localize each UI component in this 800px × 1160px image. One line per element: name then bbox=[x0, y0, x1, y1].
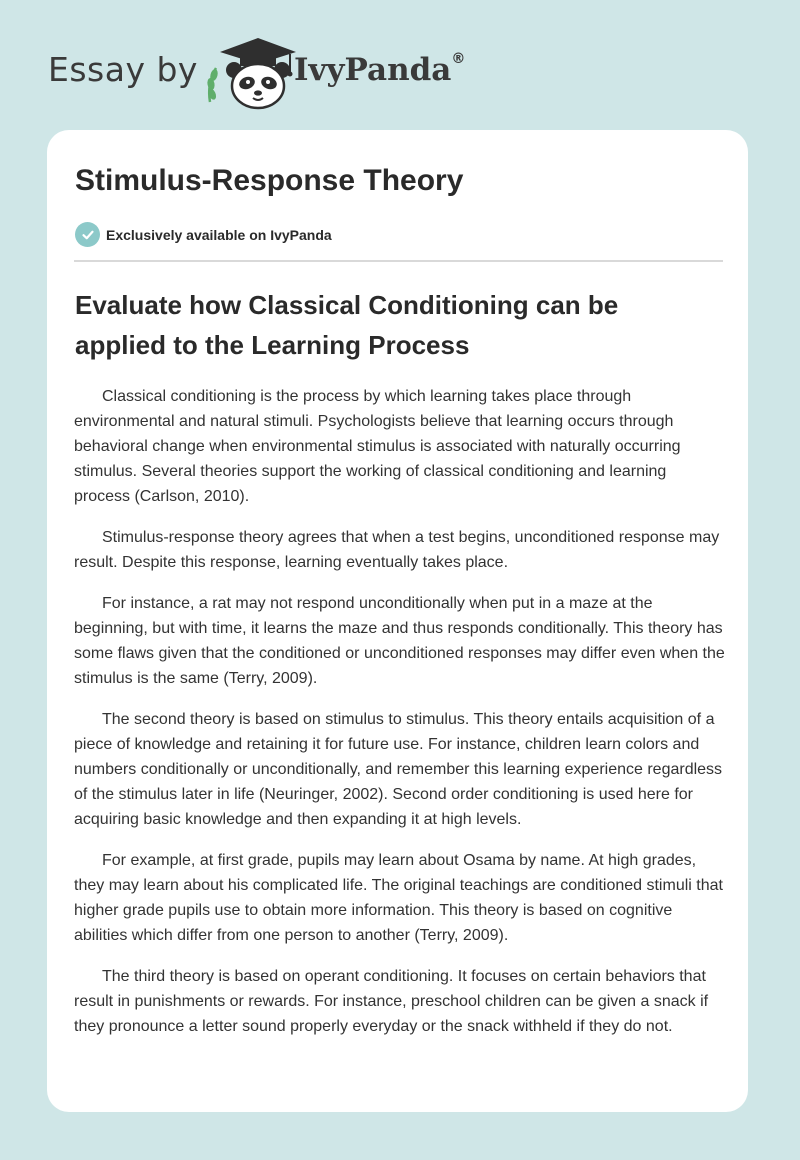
exclusive-badge bbox=[75, 222, 332, 247]
paragraph: The third theory is based on operant conditioning. It focuses on certain behaviors that result in punishments or rewards. For instance, preschool children can be given a snack if they pronounce a letter sound properly everyday or the snack withheld if they do not. bbox=[74, 968, 709, 1035]
essay-card bbox=[47, 130, 748, 1112]
paragraph: For example, at first grade, pupils may learn about Osama by name. At high grades, they may learn about his complicated life. The original teachings are conditioned stimuli that higher grade pupils use to obtain more information. This theory is based on cognitive abilities which differ from one person to another (Terry, 2009). bbox=[74, 852, 723, 944]
divider bbox=[74, 260, 723, 262]
brand-prefix: Essay by bbox=[48, 50, 198, 89]
paragraph: Stimulus-response theory agrees that when a test begins, unconditioned response may result. Despite this response, learning eventually takes place. bbox=[74, 529, 720, 571]
paragraph: For instance, a rat may not respond unconditionally when put in a maze at the beginning, but with time, it learns the maze and thus responds conditionally. This theory has some flaws given that the conditioned or unconditioned responses may differ even when the stimulus is the same (Terry, 2009). bbox=[74, 595, 725, 687]
check-icon bbox=[75, 222, 100, 247]
registered-mark: ® bbox=[451, 50, 466, 67]
section-heading: Evaluate how Classical Conditioning can be applied to the Learning Process bbox=[75, 290, 619, 360]
page-title: Stimulus-Response Theory bbox=[75, 164, 464, 197]
badge-text: Exclusively available on IvyPanda bbox=[106, 226, 332, 243]
brand-header[interactable] bbox=[48, 30, 508, 110]
panda-graduate-logo-icon bbox=[202, 34, 298, 110]
paragraph: The second theory is based on stimulus to stimulus. This theory entails acquisition of a piece of knowledge and retaining it for future use. For instance, children learn colors and numbers conditionally or unconditionally, and remember this learning experience regardless of the stimulus later in life (Neuringer, 2002). Second order conditioning is used here for acquiring basic knowledge and then expanding it at high levels. bbox=[74, 711, 723, 828]
paragraph: Classical conditioning is the process by which learning takes place through environmental and natural stimuli. Psychologists believe that learning occurs through behavioral change when environmental stimulus is associated with naturally occurring stimulus. Several theories support the working of classical conditioning and learning process (Carlson, 2010). bbox=[74, 388, 681, 505]
essay-body bbox=[74, 384, 725, 1055]
brand-name: IvyPanda® bbox=[294, 50, 466, 88]
